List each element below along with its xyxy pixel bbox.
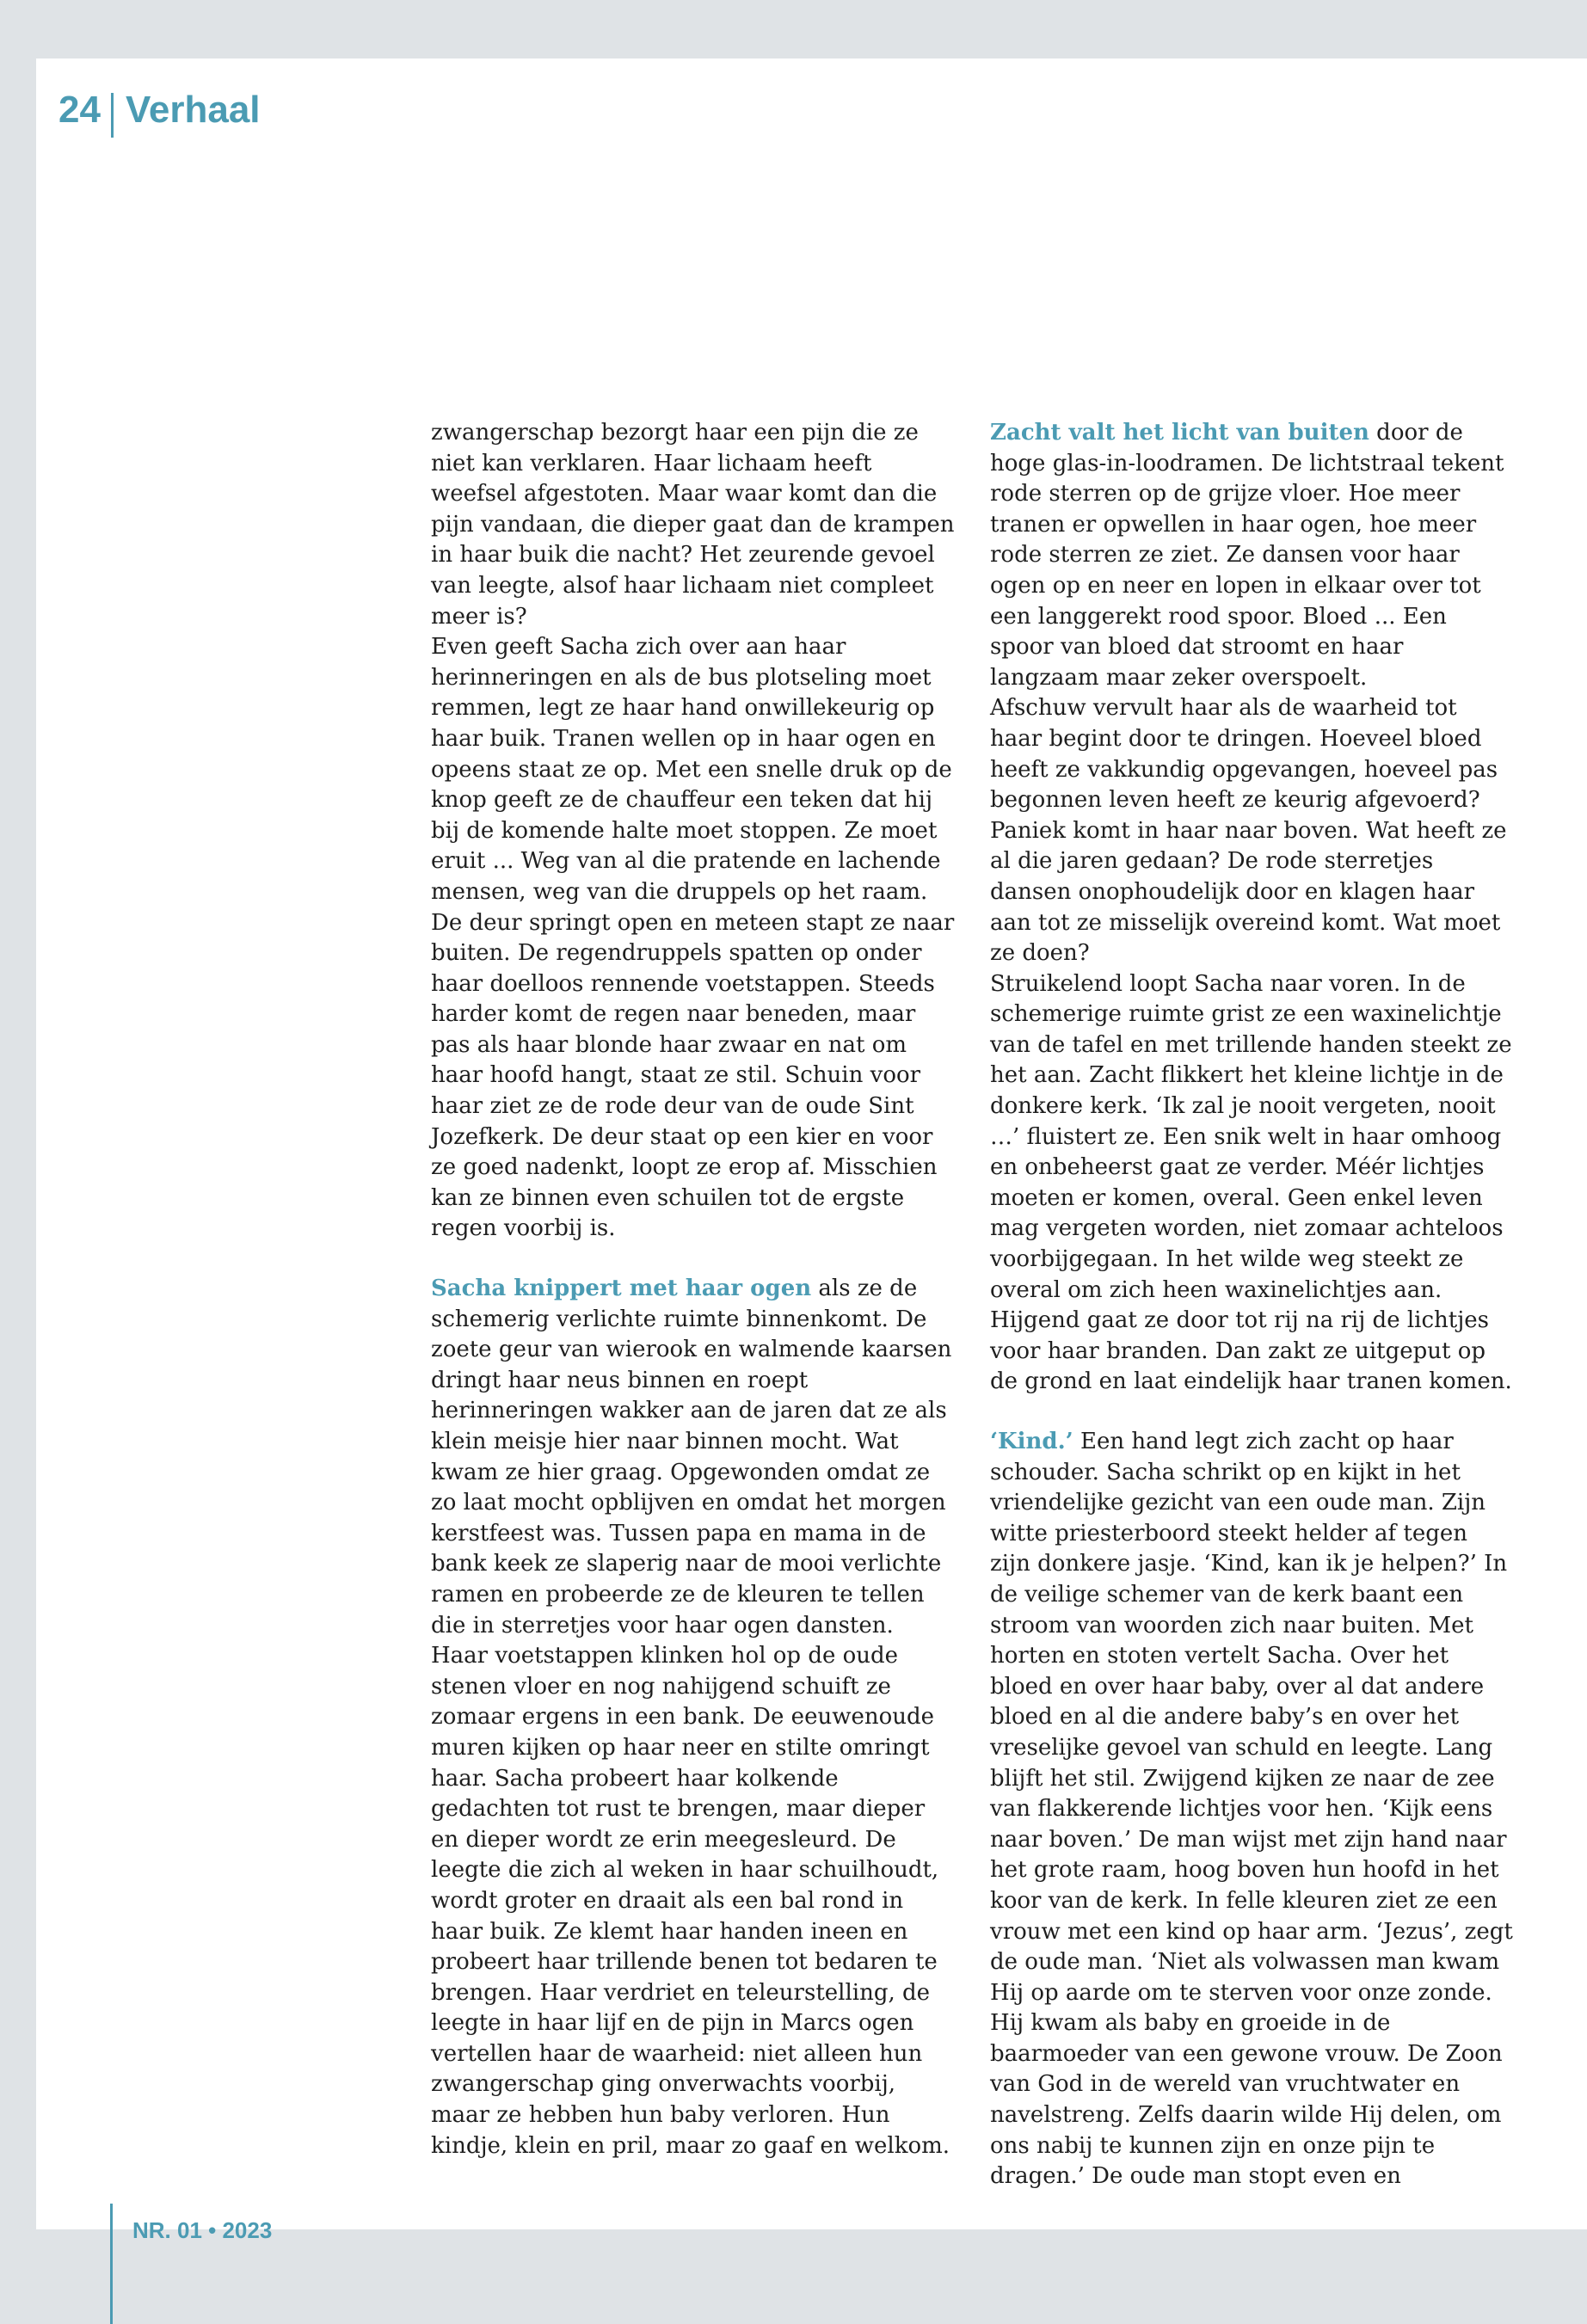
paragraph: De deur springt open en meteen stapt ze naar buiten. De regendruppels spatten op onder haar doelloos rennende voetstappen. Steeds harder komt de regen naar beneden, maar pas als haar blonde haar zwaar en nat om haar hoofd hangt, staat ze stil. Schuin voor haar ziet ze de rode deur van de oude Sint Jozefkerk. De deur staat op een kier en voor ze goed nadenkt, loopt ze erop af. Misschien kan ze binnen even schuilen tot de ergste regen voorbij is.	[431, 909, 955, 1242]
paragraph: Struikelend loopt Sacha naar voren. In de schemerige ruimte grist ze een waxinelichtje van de tafel en met trillende handen steekt ze het aan. Zacht flikkert het kleine lichtje in de donkere kerk. ‘Ik zal je nooit vergeten, nooit …’ fluistert ze. Een snik welt in haar omhoog en onbeheerst gaat ze verder. Méér lichtjes moeten er komen, overal. Geen enkel leven mag vergeten worden, niet zomaar achteloos voorbijgegaan. In het wilde weg steekt ze overal om zich heen waxinelichtjes aan. Hijgend gaat ze door tot rij na rij de lichtjes voor haar branden. Dan zakt ze uitgeput op de grond en laat eindelijk haar tranen komen.	[990, 970, 1512, 1395]
paragraph-body: als ze de schemerig verlichte ruimte binnenkomt. De zoete geur van wierook en walmende kaarsen dringt haar neus binnen en roept herinneringen wakker aan de jaren dat ze als klein meisje hier naar binnen mocht. Wat kwam ze hier graag. Opgewonden omdat ze zo laat mocht opblijven en omdat het morgen kerstfeest was. Tussen papa en mama in de bank keek ze slaperig naar de mooi verlichte ramen en probeerde ze de kleuren te tellen die in sterretjes voor haar ogen dansten.	[431, 1276, 952, 1638]
paragraph	[990, 418, 1515, 693]
paragraph-body: Een hand legt zich zacht op haar schouder. Sacha schrikt op en kijkt in het vriendelijke gezicht van een oude man. Zijn witte priesterboord steekt helder af tegen zijn donkere jasje. ‘Kind, kan ik je helpen?’ In de veilige schemer van de kerk baant een stroom van woorden zich naar buiten. Met horten en stoten vertelt Sacha. Over het bloed en over haar baby, over al dat andere bloed en al die andere baby’s en over het vreselijke gevoel van schuld en leegte. Lang blijft het stil. Zwijgend kijken ze naar de zee van flakkerende lichtjes voor hen. ‘Kijk eens naar boven.’ De man wijst met zijn hand naar het grote raam, hoog boven hun hoofd in het koor van de kerk. In felle kleuren ziet ze een vrouw met een kind op haar arm. ‘Jezus’, zegt de oude man. ‘Niet als volwassen man kwam Hij op aarde om te sterven voor onze zonde. Hij kwam als baby en groeide in de baarmoeder van een gewone vrouw. De Zoon van God in de wereld van vruchtwater en navelstreng. Zelfs daarin wilde Hij delen, om ons nabij te kunnen zijn en onze pijn te dragen.’ De oude man stopt even en	[990, 1429, 1513, 2190]
paragraph-body: door de hoge glas-in-loodramen. De lichtstraal tekent rode sterren op de grijze vloer. Hoe meer tranen er opwellen in haar ogen, hoe meer rode sterren ze ziet. Ze dansen voor haar ogen op en neer en lopen in elkaar over tot een langgerekt rood spoor. Bloed ... Een spoor van bloed dat stroomt en haar langzaam maar zeker overspoelt.	[990, 420, 1504, 691]
footer-rule	[110, 2204, 113, 2324]
paragraph: Even geeft Sacha zich over aan haar herinneringen en als de bus plotseling moet remmen, legt ze haar hand onwillekeurig op haar buik. Tranen wellen op in haar ogen en opeens staat ze op. Met een snelle druk op de knop geeft ze de chauffeur een teken dat hij bij de komende halte moet stoppen. Ze moet eruit ... Weg van al die pratende en lachende mensen, weg van die druppels op het raam.	[431, 634, 952, 905]
paragraph	[990, 1427, 1515, 2192]
text-column-right	[990, 418, 1515, 2192]
text-column-left	[431, 418, 956, 2161]
page-header	[58, 91, 261, 138]
paragraph: zwangerschap bezorgt haar een pijn die ze niet kan verklaren. Haar lichaam heeft weefsel afgestoten. Maar waar komt dan die pijn vandaan, die dieper gaat dan de krampen in haar buik die nacht? Het zeurende gevoel van leegte, alsof haar lichaam niet compleet meer is?	[431, 420, 955, 630]
paragraph	[431, 1274, 956, 1641]
magazine-page	[36, 58, 1587, 2243]
paragraph-lead-in: Zacht valt het licht van buiten	[990, 420, 1369, 446]
paragraph-lead-in: Sacha knippert met haar ogen	[431, 1276, 812, 1302]
paragraph: Haar voetstappen klinken hol op de oude stenen vloer en nog nahijgend schuift ze zomaar ergens in een bank. De eeuwenoude muren kijken op haar neer en stilte omringt haar. Sacha probeert haar kolkende gedachten tot rust te brengen, maar dieper en dieper wordt ze erin meegesleurd. De leegte die zich al weken in haar schuilhoudt, wordt groter en draait als een bal rond in haar buik. Ze klemt haar handen ineen en probeert haar trillende benen tot bedaren te brengen. Haar verdriet en teleurstelling, de leegte in haar lijf en de pijn in Marcs ogen vertellen haar de waarheid: niet alleen hun zwangerschap ging onverwachts voorbij, maar ze hebben hun baby verloren. Hun kindje, klein en pril, maar zo gaaf en welkom.	[431, 1643, 950, 2159]
header-divider	[111, 93, 114, 138]
paragraph-lead-in: ‘Kind.’	[990, 1429, 1073, 1454]
paragraph: Afschuw vervult haar als de waarheid tot haar begint door te dringen. Hoeveel bloed heeft ze vakkundig opgevangen, hoeveel pas begonnen leven heeft ze keurig afgevoerd? Paniek komt in haar naar boven. Wat heeft ze al die jaren gedaan? De rode sterretjes dansen onophoudelijk door en klagen haar aan tot ze misselijk overeind komt. Wat moet ze doen?	[990, 695, 1507, 967]
issue-number: NR. 01 • 2023	[132, 2217, 273, 2243]
section-title: Verhaal	[125, 89, 261, 131]
page-number: 24	[58, 89, 101, 131]
